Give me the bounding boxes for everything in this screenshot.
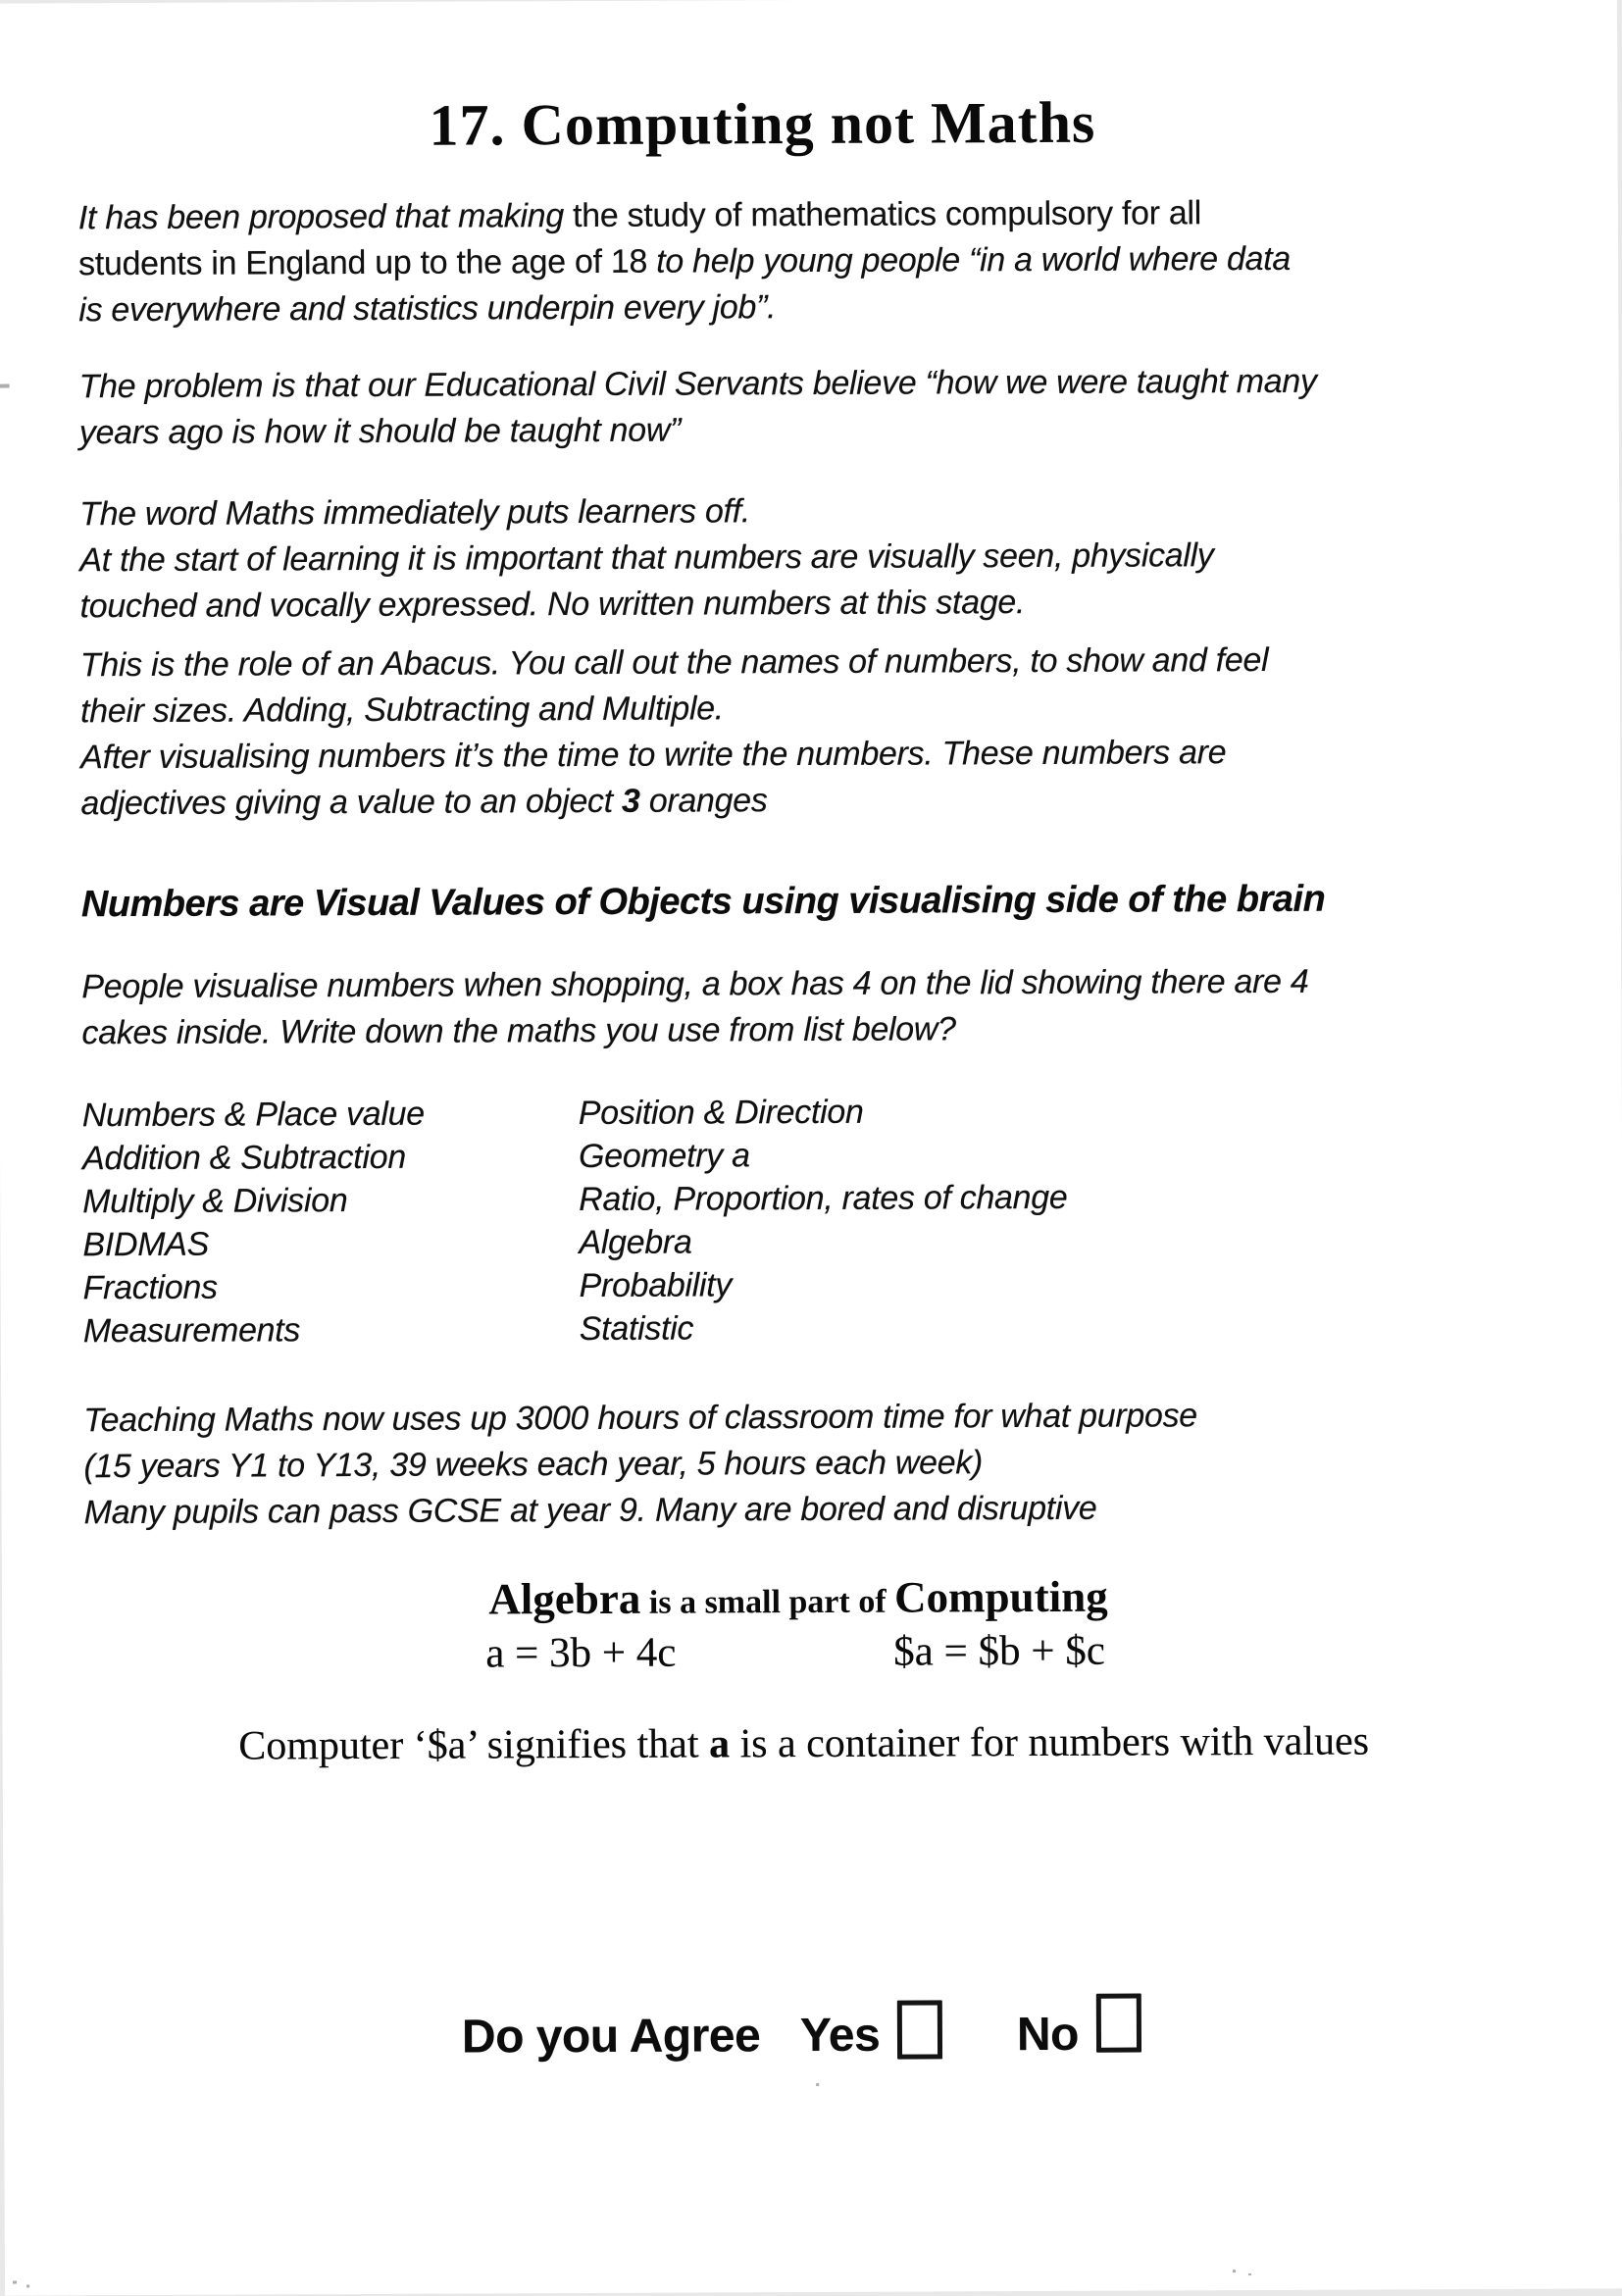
list-item: Position & Direction <box>578 1093 864 1133</box>
no-checkbox[interactable] <box>1096 1994 1141 2053</box>
list-item: Probability <box>579 1266 733 1305</box>
agree-question: Do you Agree <box>461 2010 761 2064</box>
paragraph-line: The problem is that our Educational Civil Servants believe “how we were taught many <box>78 362 1317 406</box>
shopping-paragraph <box>81 959 1309 1056</box>
paragraph-line: At the start of learning it is important that numbers are visually seen, physically <box>79 536 1214 580</box>
algebra-heading-middle: is a small part of <box>640 1583 895 1621</box>
algebra-heading-word: Algebra <box>488 1573 641 1624</box>
problem-paragraph <box>79 359 1317 457</box>
paragraph-line: adjectives giving a value to an object 3 oranges <box>80 782 768 823</box>
paragraph-line: It has been proposed that making the study of mathematics compulsory for all <box>77 194 1202 237</box>
list-item: Numbers & Place value <box>81 1095 425 1135</box>
scan-speck <box>816 2083 819 2086</box>
maths-equation: a = 3b + 4c <box>485 1629 677 1677</box>
scan-speck <box>13 2281 17 2284</box>
page-title: 17. Computing not Maths <box>429 89 1096 158</box>
intro-paragraph <box>78 190 1292 333</box>
algebra-heading <box>0 1568 1609 1626</box>
computer-note: Computer ‘$a’ signifies that a is a container for numbers with values <box>238 1718 1370 1769</box>
no-label: No <box>1016 2008 1080 2062</box>
paragraph-line: This is the role of an Abacus. You call out the names of numbers, to show and feel <box>79 640 1269 685</box>
list-item: Measurements <box>82 1311 301 1351</box>
paragraph-line: is everywhere and statistics underpin every job”. <box>78 288 777 330</box>
paragraph-line: Teaching Maths now uses up 3000 hours of classroom time for what purpose <box>83 1397 1197 1440</box>
topics-column-right <box>579 1090 1068 1351</box>
list-item: Multiply & Division <box>82 1182 348 1221</box>
paragraph-line: years ago is how it should be taught now” <box>78 411 682 452</box>
paragraph-line: their sizes. Adding, Subtracting and Multiple. <box>79 689 724 731</box>
computing-equation: $a = $b + $c <box>893 1627 1106 1675</box>
list-item: BIDMAS <box>82 1225 210 1264</box>
yes-checkbox[interactable] <box>897 2000 942 2059</box>
scan-speck <box>26 2284 29 2287</box>
list-item: Geometry a <box>578 1137 750 1176</box>
paragraph-line: touched and vocally expressed. No written numbers at this stage. <box>79 584 1026 626</box>
list-item: Statistic <box>579 1309 694 1349</box>
abacus-paragraph <box>80 638 1269 827</box>
paragraph-line: People visualise numbers when shopping, a box has 4 on the lid showing there are 4 <box>81 962 1309 1006</box>
computing-heading-word: Computing <box>893 1571 1108 1622</box>
teaching-hours-paragraph <box>83 1393 1197 1536</box>
list-item: Addition & Subtraction <box>81 1138 406 1178</box>
paragraph-line: students in England up to the age of 18 to help young people “in a world where data <box>77 239 1292 283</box>
list-item: Fractions <box>82 1268 218 1307</box>
paragraph-line: cakes inside. Write down the maths you use from list below? <box>81 1010 956 1052</box>
paragraph-line: After visualising numbers it’s the time to write the numbers. These numbers are <box>80 734 1227 777</box>
paragraph-line: Many pupils can pass GCSE at year 9. Many are bored and disruptive <box>83 1489 1097 1532</box>
maths-topics-list <box>82 1090 1068 1352</box>
scan-speck <box>1248 2273 1251 2275</box>
yes-label: Yes <box>799 2009 881 2063</box>
scan-speck <box>1233 2270 1236 2272</box>
list-item: Ratio, Proportion, rates of change <box>579 1178 1068 1219</box>
visual-values-heading: Numbers are Visual Values of Objects using visualising side of the brain <box>80 878 1326 926</box>
list-item: Algebra <box>579 1223 692 1262</box>
paragraph-line: (15 years Y1 to Y13, 39 weeks each year, 5 hours each week) <box>83 1444 984 1486</box>
scan-speck <box>0 384 10 388</box>
maths-word-paragraph <box>79 486 1214 630</box>
topics-column-left <box>82 1092 580 1352</box>
paragraph-line: The word Maths immediately puts learners off. <box>79 492 751 534</box>
